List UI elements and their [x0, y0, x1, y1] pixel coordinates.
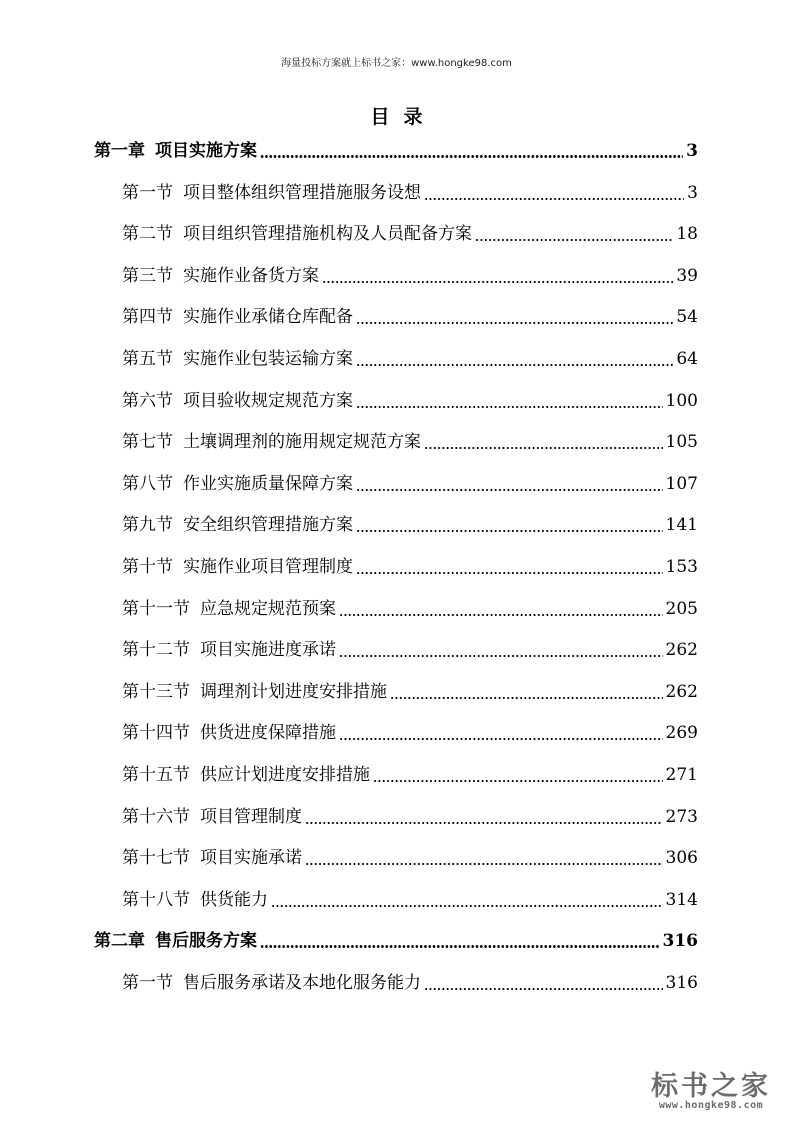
- toc-dot-leader: [424, 428, 663, 456]
- toc-entry-label: [94, 927, 257, 955]
- toc-entry-text: 实施作业备货方案: [183, 265, 319, 286]
- toc-page-number: 3: [687, 182, 698, 203]
- toc-entry-label: [94, 137, 257, 165]
- toc-entry-label: [122, 636, 336, 664]
- toc-dot-leader: [339, 595, 663, 623]
- toc-entry-number: 第十一节: [122, 598, 190, 619]
- toc-dot-leader: [305, 844, 663, 872]
- toc-entry-number: 第一节: [122, 973, 173, 993]
- toc-entry-text: 安全组织管理措施方案: [183, 515, 353, 536]
- toc-entry-label: [122, 303, 353, 331]
- toc-entry-text: 项目整体组织管理措施服务设想: [183, 182, 421, 203]
- toc-dot-leader: [356, 553, 663, 581]
- toc-entry-text: 实施作业项目管理制度: [183, 557, 353, 577]
- toc-dot-leader: [390, 678, 663, 706]
- toc-entry-number: 第六节: [122, 390, 173, 411]
- toc-entry-text: 调理剂计划进度安排措施: [200, 681, 387, 702]
- toc-dot-leader: [260, 137, 683, 165]
- toc-dot-leader: [356, 470, 663, 498]
- toc-title: 目录: [370, 106, 437, 128]
- toc-chapter-row[interactable]: [94, 137, 698, 165]
- toc-entry-label: [122, 220, 472, 248]
- toc-entry-number: 第三节: [122, 265, 173, 286]
- toc-entry-label: [122, 719, 336, 747]
- toc-entry-text: 应急规定规范预案: [200, 598, 336, 619]
- toc-dot-leader: [356, 303, 673, 331]
- toc-entry-text: 售后服务承诺及本地化服务能力: [183, 973, 421, 993]
- toc-section-row[interactable]: [122, 511, 698, 539]
- toc-entry-label: [122, 262, 319, 290]
- toc-section-row[interactable]: [122, 803, 698, 831]
- toc-entry-label: [122, 803, 302, 831]
- toc-section-row[interactable]: [122, 595, 698, 623]
- toc-entry-text: 项目实施方案: [155, 141, 257, 161]
- toc-entry-text: 供应计划进度安排措施: [200, 765, 370, 785]
- toc-entry-label: [122, 470, 353, 498]
- toc-dot-leader: [260, 927, 660, 955]
- toc-entry-label: [122, 428, 421, 456]
- logo-url: www.hongke98.com: [658, 1100, 764, 1111]
- toc-entry-text: 项目实施进度承诺: [200, 640, 336, 661]
- toc-dot-leader: [339, 636, 663, 664]
- toc-entry-label: [122, 345, 353, 373]
- toc-page-number: 105: [665, 432, 698, 453]
- toc-entry-number: 第十三节: [122, 681, 190, 702]
- toc-entry-label: [122, 179, 421, 207]
- toc-entry-number: 第十七节: [122, 848, 190, 869]
- toc-section-row[interactable]: [122, 636, 698, 664]
- toc-entry-number: 第十节: [122, 557, 173, 577]
- toc-dot-leader: [475, 220, 673, 248]
- toc-dot-leader: [356, 511, 663, 539]
- page-header: 海量投标方案就上标书之家：www.hongke98.com: [281, 58, 512, 69]
- toc-entry-label: [122, 761, 370, 789]
- toc-page-number: 100: [665, 390, 698, 411]
- toc-page-number: 314: [665, 889, 698, 910]
- toc-entry-label: [122, 387, 353, 415]
- toc-section-row[interactable]: [122, 179, 698, 207]
- toc-entry-label: [122, 678, 387, 706]
- toc-page-number: 271: [665, 765, 698, 785]
- toc-entry-number: 第十二节: [122, 640, 190, 661]
- toc-page-number: 3: [686, 141, 698, 161]
- toc-entry-number: 第十五节: [122, 765, 190, 785]
- toc-entry-label: [122, 553, 353, 581]
- toc-dot-leader: [424, 179, 684, 207]
- toc-section-row[interactable]: [122, 761, 698, 789]
- toc-page-number: 262: [665, 681, 698, 702]
- toc-page-number: 64: [676, 349, 698, 369]
- toc-entry-number: 第十六节: [122, 806, 190, 827]
- toc-dot-leader: [373, 761, 663, 789]
- toc-page-number: 273: [665, 806, 698, 827]
- toc-entry-label: [122, 969, 421, 997]
- toc-page-number: 107: [665, 473, 698, 494]
- toc-section-row[interactable]: [122, 220, 698, 248]
- logo-title: 标书之家: [651, 1071, 771, 1102]
- toc-dot-leader: [271, 886, 663, 914]
- toc-entry-text: 实施作业包装运输方案: [183, 349, 353, 369]
- toc-section-row[interactable]: [122, 969, 698, 997]
- brand-logo: [636, 1064, 786, 1116]
- toc-entry-number: 第二章: [94, 931, 145, 952]
- toc-entry-number: 第二节: [122, 224, 173, 245]
- toc-entry-text: 作业实施质量保障方案: [183, 473, 353, 494]
- toc-dot-leader: [339, 719, 663, 747]
- toc-section-row[interactable]: [122, 345, 698, 373]
- toc-section-row[interactable]: [122, 428, 698, 456]
- toc-dot-leader: [356, 345, 673, 373]
- toc-page-number: 306: [665, 848, 698, 869]
- toc-section-row[interactable]: [122, 262, 698, 290]
- toc-page-number: 205: [665, 598, 698, 619]
- toc-entry-label: [122, 844, 302, 872]
- toc-entry-number: 第一章: [94, 141, 145, 161]
- toc-page-number: 141: [665, 515, 698, 536]
- toc-section-row[interactable]: [122, 886, 698, 914]
- toc-entry-text: 供货能力: [200, 889, 268, 910]
- toc-dot-leader: [356, 387, 663, 415]
- toc-page-number: 39: [676, 265, 698, 286]
- toc-section-row[interactable]: [122, 844, 698, 872]
- toc-entry-text: 供货进度保障措施: [200, 723, 336, 744]
- toc-section-row[interactable]: [122, 678, 698, 706]
- toc-page-number: 153: [665, 557, 698, 577]
- toc-entry-number: 第五节: [122, 349, 173, 369]
- toc-entry-label: [122, 595, 336, 623]
- toc-dot-leader: [305, 803, 663, 831]
- toc-page-number: 316: [665, 973, 698, 993]
- toc-section-row[interactable]: [122, 470, 698, 498]
- toc-page-number: 18: [676, 224, 698, 245]
- toc-entry-number: 第四节: [122, 307, 173, 328]
- toc-section-row[interactable]: [122, 719, 698, 747]
- toc-entry-number: 第八节: [122, 473, 173, 494]
- toc-entry-text: 实施作业承储仓库配备: [183, 307, 353, 328]
- toc-page-number: 54: [676, 307, 698, 328]
- toc-entry-number: 第一节: [122, 182, 173, 203]
- toc-entry-label: [122, 511, 353, 539]
- toc-entry-text: 项目验收规定规范方案: [183, 390, 353, 411]
- toc-section-row[interactable]: [122, 387, 698, 415]
- toc-entry-text: 项目实施承诺: [200, 848, 302, 869]
- toc-page-number: 269: [665, 723, 698, 744]
- toc-entry-number: 第十四节: [122, 723, 190, 744]
- toc-entry-label: [122, 886, 268, 914]
- toc-entry-text: 土壤调理剂的施用规定规范方案: [183, 432, 421, 453]
- toc-entry-number: 第七节: [122, 432, 173, 453]
- toc-entry-number: 第十八节: [122, 889, 190, 910]
- toc-entry-text: 售后服务方案: [155, 931, 257, 952]
- toc-page-number: 316: [662, 931, 698, 952]
- toc-section-row[interactable]: [122, 303, 698, 331]
- toc-dot-leader: [322, 262, 673, 290]
- toc-entry-text: 项目管理制度: [200, 806, 302, 827]
- toc-chapter-row[interactable]: [94, 927, 698, 955]
- toc-page-number: 262: [665, 640, 698, 661]
- toc-dot-leader: [424, 969, 663, 997]
- toc-entry-number: 第九节: [122, 515, 173, 536]
- toc-entry-text: 项目组织管理措施机构及人员配备方案: [183, 224, 472, 245]
- toc-section-row[interactable]: [122, 553, 698, 581]
